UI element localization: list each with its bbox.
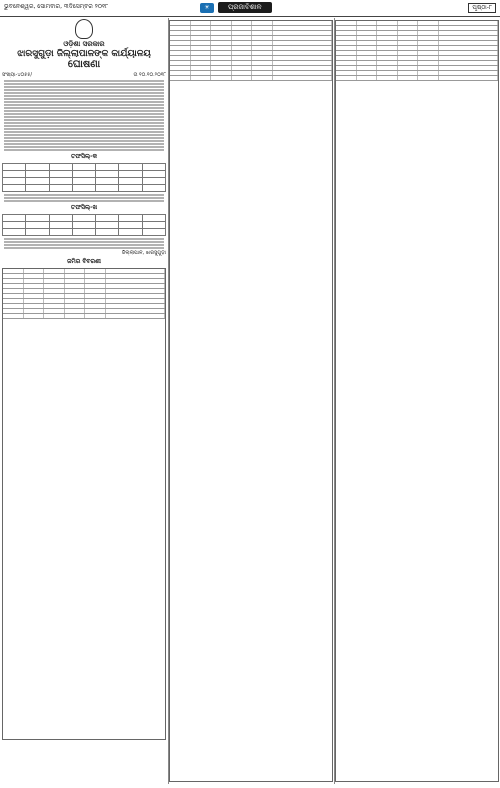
schedule-b-heading: ତଫସିଲ୍-ଖ xyxy=(70,204,98,211)
page-header xyxy=(0,0,500,17)
land-table-2 xyxy=(169,20,333,782)
column-1 xyxy=(2,18,166,784)
column-2 xyxy=(168,18,333,784)
notice-body-text xyxy=(2,80,166,151)
schedule-a-heading: ତଫସିଲ୍-କ xyxy=(70,153,98,160)
page-number: ପୃଷ୍ଠା-୮ xyxy=(468,3,496,13)
masthead-logo-icon: ☀ xyxy=(200,3,214,13)
schedule-a-table xyxy=(2,163,166,192)
office-name: ଝାରସୁଗୁଡ଼ା ଜିଲ୍ଲାପାଳଙ୍କ କାର୍ଯ୍ୟାଳୟ xyxy=(17,49,151,59)
masthead-title: ପ୍ରଜାବିଶାଳ xyxy=(218,2,272,13)
header-date: ଭୁବନେଶ୍ୱର, ସୋମବାର, ୩ଦିସେମ୍ବର ୨୦୧୮ xyxy=(4,3,109,10)
notice-date: ତା ୧୦.୧୦.୨୦୧୮ xyxy=(133,72,166,78)
land-details-heading: ଜମିର ବିବରଣୀ xyxy=(67,258,101,265)
notice-ref: ସଂଖ୍ୟା-୪୦୫୫/ xyxy=(2,72,33,78)
notice-heading xyxy=(2,19,166,70)
land-table-3 xyxy=(335,20,499,782)
land-table-1 xyxy=(2,268,166,740)
masthead xyxy=(200,1,272,14)
signature: ଜିଲ୍ଲାପାଳ, ଝାରସୁଗୁଡ଼ା xyxy=(121,250,166,256)
notice-meta xyxy=(2,72,166,78)
column-3 xyxy=(334,18,499,784)
notice-title: ଘୋଷଣା xyxy=(67,59,101,70)
emblem-icon xyxy=(75,19,93,39)
schedule-b-table xyxy=(2,214,166,236)
government-name: ଓଡ଼ିଶା ସରକାର xyxy=(63,40,105,48)
